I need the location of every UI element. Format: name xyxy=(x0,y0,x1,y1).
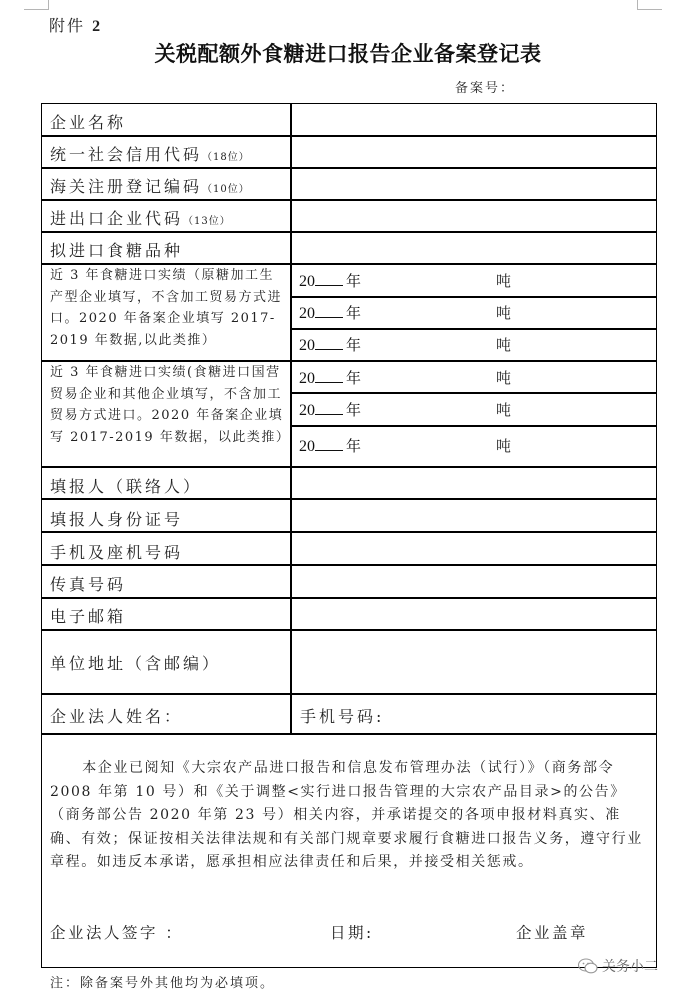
attachment-number: 2 xyxy=(92,18,103,35)
sugar-variety-field[interactable] xyxy=(291,232,655,263)
date-label: 日期: xyxy=(330,924,374,942)
signature-label: 企业法人签字 ： xyxy=(50,924,184,942)
page-corner-mark-left xyxy=(24,0,49,10)
seal-label: 企业盖章 xyxy=(516,924,589,942)
page-corner-mark-right xyxy=(637,0,662,10)
row-divider xyxy=(290,425,657,427)
contact-person-field[interactable] xyxy=(291,467,655,498)
customs-code-field[interactable] xyxy=(291,168,655,199)
wechat-icon xyxy=(577,957,599,975)
watermark xyxy=(577,956,658,976)
id-number-field[interactable] xyxy=(291,499,655,531)
page-title: 关税配额外食糖进口报告企业备案登记表 xyxy=(154,42,542,66)
ton-unit: 吨 xyxy=(496,272,512,290)
row-divider xyxy=(290,296,657,298)
legal-person-label: 企业法人姓名： xyxy=(50,707,184,726)
ton-unit: 吨 xyxy=(496,304,512,322)
address-label: 单位地址（含邮编） xyxy=(50,654,222,673)
import-record-trading-label: 近 3 年食糖进口实绩(食糖进口国营贸易企业和其他企业填写，不含加工贸易方式进口。2020 年备案企业填写 2017-2019 年数据，以此类推） xyxy=(50,365,291,445)
company-name-label: 企业名称 xyxy=(50,113,127,132)
row-divider xyxy=(41,693,657,695)
import-record-processing-label: 近 3 年食糖进口实绩（原糖加工生产型企业填写，不含加工贸易方式进口。2020 年备案企业填写 2017-2019 年数据,以此类推） xyxy=(50,268,283,348)
sugar-variety-label: 拟进口食糖品种 xyxy=(50,241,184,260)
registration-number-label: 备案号： xyxy=(455,81,516,96)
year-entry[interactable]: 20 年 xyxy=(299,272,362,290)
trade-code-label: 进出口企业代码（13位） xyxy=(50,209,231,228)
address-field[interactable] xyxy=(291,630,655,693)
email-field[interactable] xyxy=(291,598,655,629)
pledge-text: 本企业已阅知《大宗农产品进口报告和信息发布管理办法（试行）》（商务部令 2008 年第 10 号）和《关于调整<实行进口报告管理的大宗农产品目录>的公告》（商务部公告 2020 年第 23 号）相关内容，并承诺提交的各项申报材料真实、准确、有效；保证按相关法律法规和有关部门规章要求履行食糖进口报告义务，遵守行业章程。如违反本承诺，愿承担相应法律责任和后果，并接受相关惩戒。 xyxy=(50,760,643,870)
phone-field[interactable] xyxy=(291,532,655,564)
ton-unit: 吨 xyxy=(496,369,512,387)
trade-code-field[interactable] xyxy=(291,200,655,231)
ton-unit: 吨 xyxy=(496,437,512,455)
year-entry[interactable]: 20 年 xyxy=(299,304,362,322)
contact-person-label: 填报人（联络人） xyxy=(50,477,203,496)
year-entry[interactable]: 20 年 xyxy=(299,401,362,419)
attachment-text: 附件 xyxy=(49,16,86,35)
company-name-field[interactable] xyxy=(291,104,655,135)
year-entry[interactable]: 20 年 xyxy=(299,437,362,455)
watermark-text: 关务小二 xyxy=(602,959,658,975)
email-label: 电子邮箱 xyxy=(50,607,127,626)
year-entry[interactable]: 20 年 xyxy=(299,336,362,354)
attachment-label xyxy=(49,13,102,36)
ton-unit: 吨 xyxy=(496,401,512,419)
credit-code-field[interactable] xyxy=(291,136,655,167)
row-divider xyxy=(290,392,657,394)
fax-label: 传真号码 xyxy=(50,575,127,594)
id-number-label: 填报人身份证号 xyxy=(50,510,184,529)
credit-code-label: 统一社会信用代码（18位） xyxy=(50,145,250,164)
mobile-label: 手机号码: xyxy=(300,707,385,726)
ton-unit: 吨 xyxy=(496,336,512,354)
fax-field[interactable] xyxy=(291,565,655,597)
year-entry[interactable]: 20 年 xyxy=(299,369,362,387)
row-divider xyxy=(41,733,657,735)
phone-label: 手机及座机号码 xyxy=(50,543,184,562)
row-divider xyxy=(290,328,657,330)
footer-note: 注：除备案号外其他均为必填项。 xyxy=(50,976,276,991)
customs-code-label: 海关注册登记编码（10位） xyxy=(50,177,250,196)
